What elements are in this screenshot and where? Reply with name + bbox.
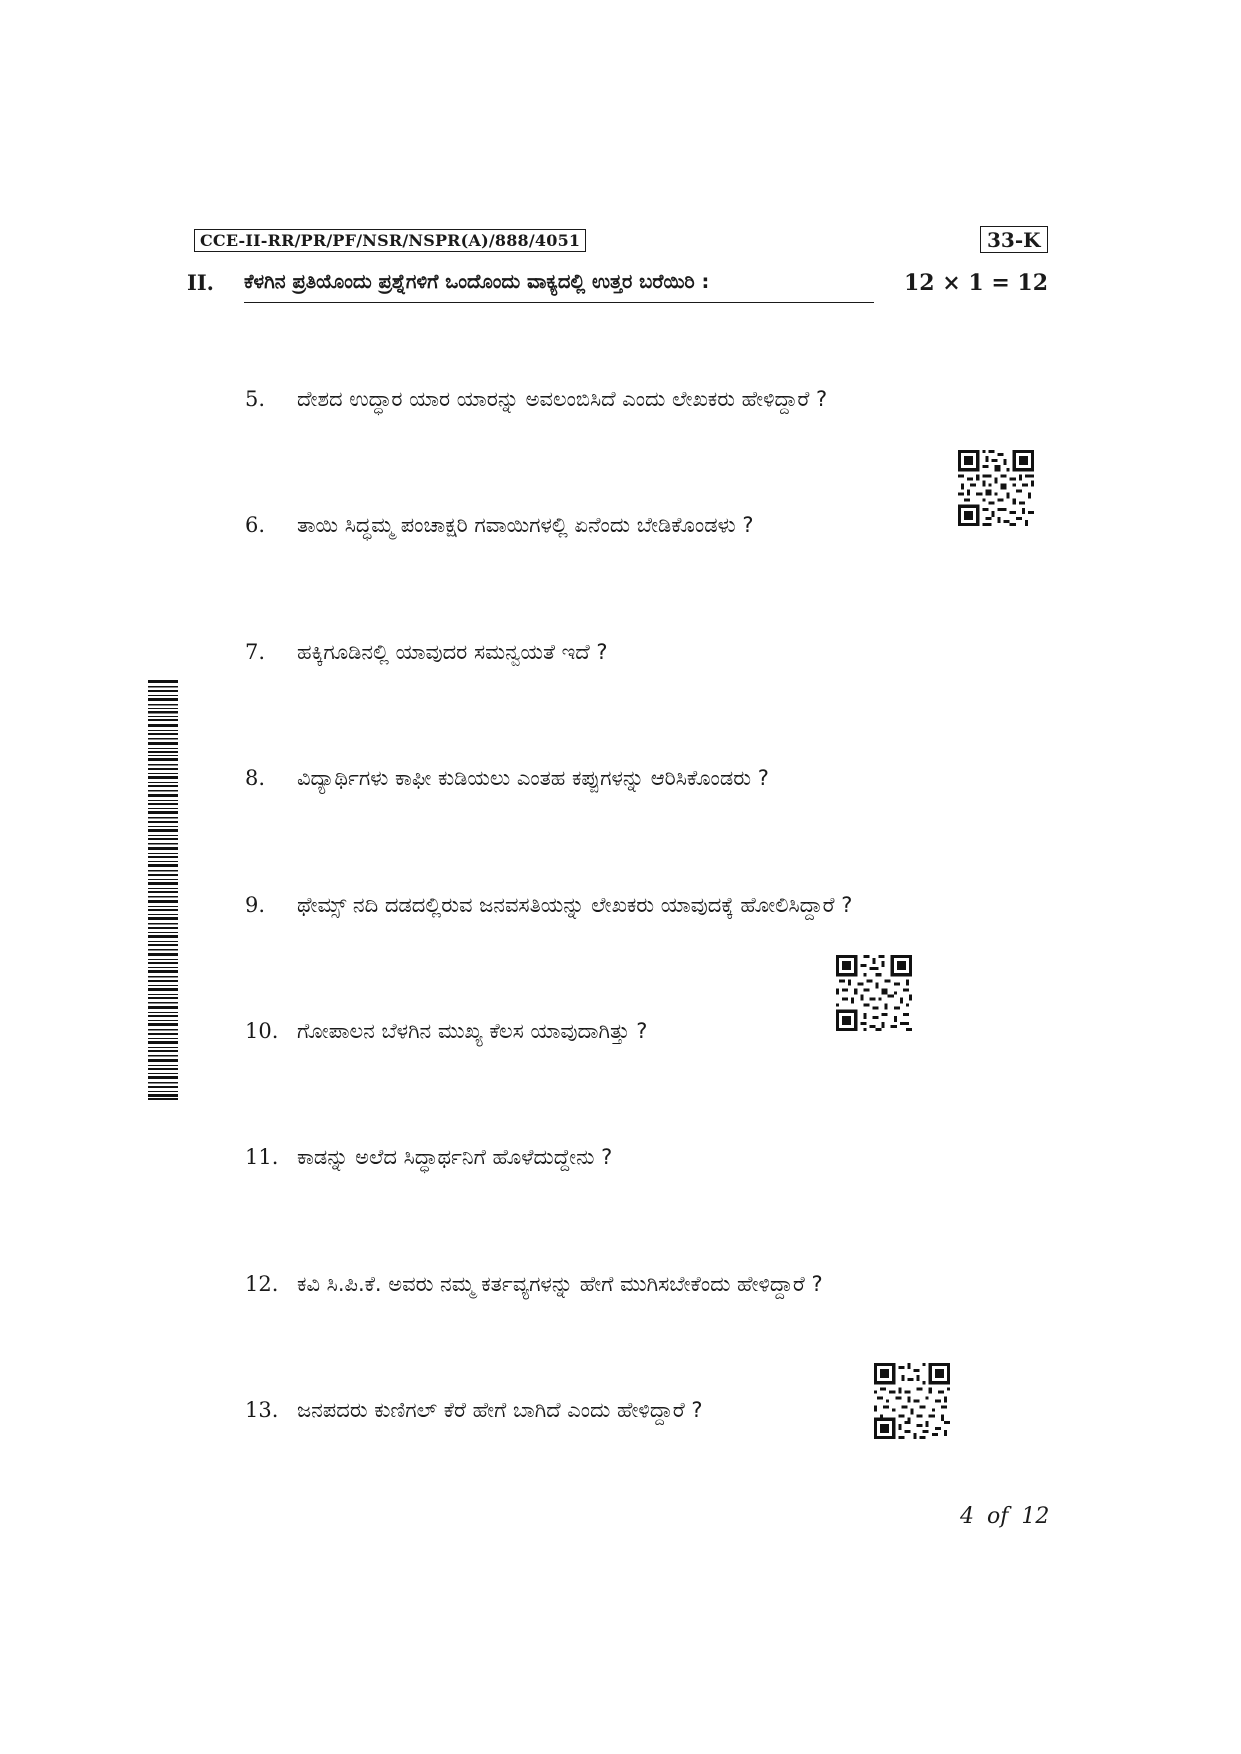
qr-code-icon — [958, 450, 1034, 526]
question-6 — [245, 508, 754, 542]
question-text: ವಿದ್ಯಾರ್ಥಿಗಳು ಕಾಫೀ ಕುಡಿಯಲು ಎಂತಹ ಕಪ್ಪುಗಳನ್ನು ಆರಿಸಿಕೊಂಡರು ? — [297, 766, 769, 790]
question-11 — [245, 1140, 612, 1174]
question-number: 6. — [245, 513, 266, 537]
question-9 — [245, 888, 852, 922]
question-number: 5. — [245, 387, 266, 411]
question-8 — [245, 761, 769, 795]
question-number: 10. — [245, 1019, 279, 1043]
qr-code-icon — [874, 1363, 950, 1439]
section-number: II. — [187, 270, 214, 295]
question-number: 12. — [245, 1272, 279, 1296]
section-marks: 12 × 1 = 12 — [904, 270, 1049, 296]
page-number: 4 of 12 — [960, 1504, 1050, 1529]
question-number: 11. — [245, 1145, 279, 1169]
qr-code-icon — [836, 955, 912, 1031]
exam-code: CCE-II-RR/PR/PF/NSR/NSPR(A)/888/4051 — [194, 229, 586, 252]
question-text: ಕಾಡನ್ನು ಅಲೆದ ಸಿದ್ಧಾರ್ಥನಿಗೆ ಹೊಳೆದುದ್ದೇನು ? — [297, 1145, 613, 1169]
question-7 — [245, 635, 608, 669]
question-number: 13. — [245, 1398, 279, 1422]
question-text: ಥೇಮ್ಸ್ ನದಿ ದಡದಲ್ಲಿರುವ ಜನವಸತಿಯನ್ನು ಲೇಖಕರು ಯಾವುದಕ್ಕೆ ಹೋಲಿಸಿದ್ದಾರೆ ? — [297, 893, 853, 917]
question-number: 8. — [245, 766, 266, 790]
question-number: 7. — [245, 640, 266, 664]
section-instruction: ಕೆಳಗಿನ ಪ್ರತಿಯೊಂದು ಪ್ರಶ್ನೆಗಳಿಗೆ ಒಂದೊಂದು ವಾಕ್ಯದಲ್ಲಿ ಉತ್ತರ ಬರೆಯಿರಿ : — [244, 268, 874, 303]
question-10 — [245, 1014, 647, 1048]
question-text: ಗೋಪಾಲನ ಬೆಳಗಿನ ಮುಖ್ಯ ಕೆಲಸ ಯಾವುದಾಗಿತ್ತು ? — [297, 1019, 648, 1043]
question-number: 9. — [245, 893, 266, 917]
question-13 — [245, 1393, 703, 1427]
question-text: ಕವಿ ಸಿ.ಪಿ.ಕೆ. ಅವರು ನಮ್ಮ ಕರ್ತವ್ಯಗಳನ್ನು ಹೇಗೆ ಮುಗಿಸಬೇಕೆಂದು ಹೇಳಿದ್ದಾರೆ ? — [297, 1272, 823, 1296]
question-text: ದೇಶದ ಉದ್ಧಾರ ಯಾರ ಯಾರನ್ನು ಅವಲಂಬಿಸಿದೆ ಎಂದು ಲೇಖಕರು ಹೇಳಿದ್ದಾರೆ ? — [297, 387, 828, 411]
question-text: ತಾಯಿ ಸಿದ್ಧಮ್ಮ ಪಂಚಾಕ್ಷರಿ ಗವಾಯಿಗಳಲ್ಲಿ ಏನೆಂದು ಬೇಡಿಕೊಂಡಳು ? — [297, 513, 754, 537]
paper-code: 33-K — [980, 226, 1048, 253]
question-12 — [245, 1267, 823, 1301]
question-text: ಜನಪದರು ಕುಣಿಗಲ್ ಕೆರೆ ಹೇಗೆ ಬಾಗಿದೆ ಎಂದು ಹೇಳಿದ್ದಾರೆ ? — [297, 1398, 703, 1422]
question-5 — [245, 382, 827, 416]
barcode-icon — [148, 680, 178, 1100]
question-text: ಹಕ್ಕಿಗೂಡಿನಲ್ಲಿ ಯಾವುದರ ಸಮನ್ವಯತೆ ಇದೆ ? — [297, 640, 608, 664]
